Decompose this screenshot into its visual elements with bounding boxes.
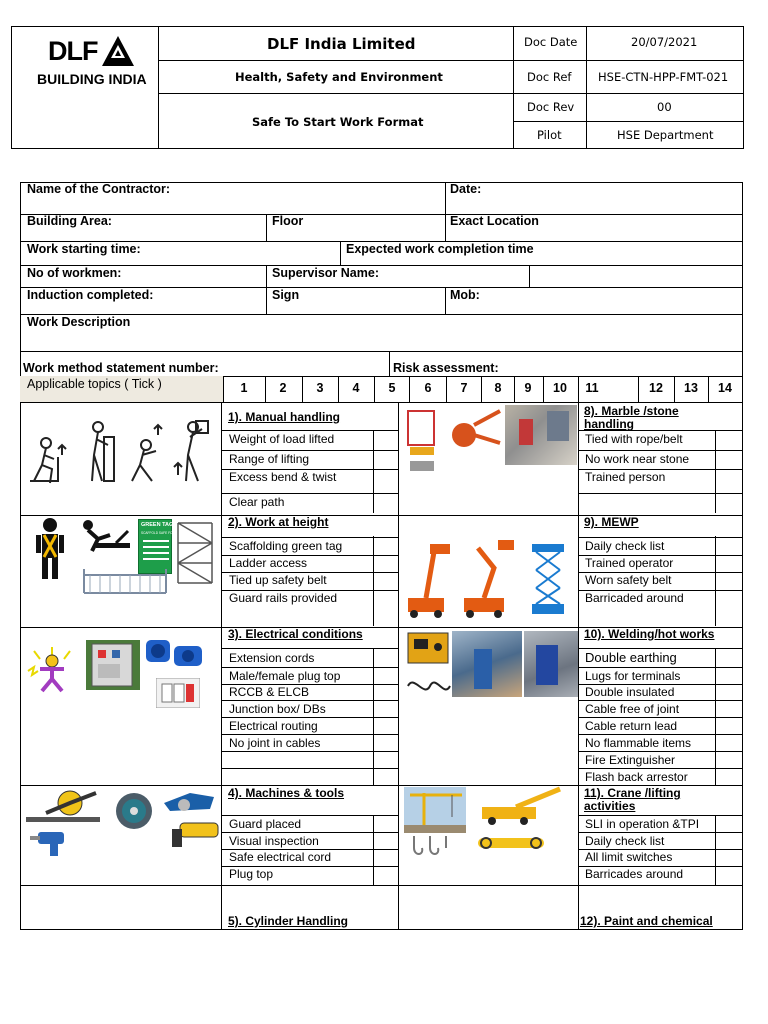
section-electrical-title: 3). Electrical conditions (228, 627, 363, 641)
checklist-item: Guard placed (229, 817, 302, 831)
power-drill-icon (28, 828, 78, 858)
doc-rev-value: 00 (657, 100, 672, 114)
floor-field[interactable]: Floor (272, 214, 304, 228)
chop-saw-icon (26, 789, 100, 823)
topic-checkbox-1[interactable]: 1 (240, 381, 248, 395)
checklist-item: Weight of load lifted (229, 432, 335, 446)
doc-ref-value: HSE-CTN-HPP-FMT-021 (598, 70, 729, 84)
section-mewp-title: 9). MEWP (584, 515, 639, 529)
section-welding-title: 10). Welding/hot works (584, 627, 715, 641)
checklist-item: Visual inspection (229, 834, 319, 848)
supervisor-field[interactable]: Supervisor Name: (272, 266, 379, 280)
industrial-plug-icon (144, 636, 204, 672)
welder-photo-2 (524, 631, 578, 697)
checklist-item: Safe electrical cord (229, 850, 332, 864)
checklist-item: Clear path (229, 495, 285, 509)
checklist-item: No joint in cables (229, 736, 321, 750)
welding-cable-icon (404, 672, 452, 700)
pilot-value: HSE Department (617, 128, 714, 142)
marble-trolley-icon (404, 405, 440, 473)
checklist-item: Male/female plug top (229, 669, 341, 683)
topic-checkbox-14[interactable]: 14 (718, 381, 732, 395)
work-start-field[interactable]: Work starting time: (27, 242, 141, 256)
section-machines-title: 4). Machines & tools (228, 786, 345, 800)
checklist-item: No work near stone (585, 452, 690, 466)
green-tag-text: GREEN TAG (141, 522, 174, 528)
checklist-item: Daily check list (585, 834, 665, 848)
pilot-label: Pilot (537, 128, 562, 142)
form-title: Safe To Start Work Format (252, 115, 424, 129)
checklist-item: Electrical routing (229, 719, 318, 733)
checklist-item: SLI in operation &TPI (585, 817, 700, 831)
articulating-lift-icon (458, 538, 518, 618)
section-crane-title: 11). Crane /lifting activities (584, 786, 681, 813)
safety-harness-icon (30, 517, 70, 581)
doc-ref-label: Doc Ref (527, 70, 572, 84)
scissor-lift-icon (528, 540, 568, 618)
checklist-item: Daily check list (585, 539, 665, 553)
distribution-box-icon (86, 640, 140, 690)
checklist-item: Tied up safety belt (229, 573, 327, 587)
checklist-item: Cable return lead (585, 719, 678, 733)
checklist-item: Range of lifting (229, 452, 310, 466)
wms-number-field[interactable]: Work method statement number: (23, 361, 219, 375)
fall-hazard-icon (76, 519, 132, 555)
company-name: DLF India Limited (267, 35, 416, 53)
topic-checkbox-10[interactable]: 10 (553, 381, 567, 395)
manual-handling-figures-icon (28, 415, 218, 495)
checklist-item: Lugs for terminals (585, 669, 681, 683)
contractor-field[interactable]: Name of the Contractor: (27, 182, 171, 196)
checklist-item: Double earthing (585, 650, 677, 665)
checklist-item: No flammable items (585, 736, 692, 750)
exact-location-field[interactable]: Exact Location (450, 214, 539, 228)
checklist-item: Guard rails provided (229, 591, 338, 605)
sign-field[interactable]: Sign (272, 288, 300, 302)
topic-checkbox-9[interactable]: 9 (524, 381, 532, 395)
topic-checkbox-8[interactable]: 8 (494, 381, 502, 395)
topic-checkbox-11[interactable]: 11 (585, 381, 599, 395)
mobile-crane-icon (476, 785, 566, 825)
checklist-item: Plug top (229, 867, 274, 881)
checklist-item: Tied with rope/belt (585, 432, 683, 446)
risk-assessment-field[interactable]: Risk assessment: (393, 361, 499, 375)
checklist-item: Worn safety belt (585, 573, 672, 587)
checklist-item: Fire Extinguisher (585, 753, 676, 767)
work-description-field[interactable]: Work Description (27, 315, 131, 329)
doc-date-label: Doc Date (524, 35, 578, 49)
checklist-item: Barricades around (585, 867, 684, 881)
expected-completion-field[interactable]: Expected work completion time (346, 242, 534, 256)
topic-checkbox-13[interactable]: 13 (684, 381, 698, 395)
logo-tagline: BUILDING INDIA (37, 71, 147, 87)
welder-photo-1 (452, 631, 522, 697)
checklist-item: Flash back arrestor (585, 770, 688, 784)
applicable-topics-label: Applicable topics ( Tick ) (27, 377, 162, 391)
topic-checkbox-12[interactable]: 12 (649, 381, 663, 395)
section-paint-title: 12). Paint and chemical (580, 914, 713, 928)
doc-rev-label: Doc Rev (527, 100, 575, 114)
mob-field[interactable]: Mob: (450, 288, 480, 302)
checklist-item: Extension cords (229, 651, 315, 665)
checklist-item: Scaffolding green tag (229, 539, 343, 553)
date-field[interactable]: Date: (450, 182, 482, 196)
tower-crane-icon (404, 787, 466, 833)
welding-machine-icon (404, 629, 452, 669)
department-name: Health, Safety and Environment (235, 70, 443, 84)
checklist-item: All limit switches (585, 850, 673, 864)
section-manual-handling-title: 1). Manual handling (228, 410, 341, 424)
suspended-platform-icon (80, 565, 170, 597)
green-tag-subtext: SCAFFOLD SAFE FOR USE (141, 531, 183, 535)
checklist-item: Double insulated (585, 685, 675, 699)
grinding-disc-icon (112, 792, 156, 830)
electric-shock-icon (26, 645, 78, 693)
scaffolding-tower-icon (172, 521, 218, 585)
topic-checkbox-7[interactable]: 7 (460, 381, 468, 395)
marble-worker-photo (505, 405, 577, 465)
building-area-field[interactable]: Building Area: (27, 214, 112, 228)
logo-triangle-icon (102, 36, 134, 66)
doc-date-value: 20/07/2021 (631, 35, 698, 49)
rccb-breaker-icon (156, 678, 200, 708)
logo-text: DLF (48, 36, 98, 66)
topic-checkbox-5[interactable]: 5 (388, 381, 396, 395)
stone-cutter-icon (444, 405, 504, 451)
checklist-item: Ladder access (229, 556, 308, 570)
induction-field[interactable]: Induction completed: (27, 288, 154, 302)
checklist-item: Trained operator (585, 556, 674, 570)
checklist-item: Junction box/ DBs (229, 702, 326, 716)
topic-checkbox-4[interactable]: 4 (352, 381, 360, 395)
angle-grinder-icon (170, 815, 222, 851)
checklist-item: RCCB & ELCB (229, 685, 310, 699)
checklist-item: Barricaded around (585, 591, 684, 605)
topic-checkbox-6[interactable]: 6 (424, 381, 432, 395)
checklist-item: Trained person (585, 470, 666, 484)
workmen-field[interactable]: No of workmen: (27, 266, 122, 280)
lifting-sling-icon (476, 830, 546, 856)
dlf-logo (37, 36, 147, 88)
circular-saw-icon (160, 783, 220, 815)
boom-lift-icon (404, 538, 456, 618)
topic-checkbox-2[interactable]: 2 (279, 381, 287, 395)
section-cylinder-title: 5). Cylinder Handling (228, 914, 349, 928)
lifting-hooks-icon (408, 834, 452, 860)
section-work-at-height-title: 2). Work at height (228, 515, 329, 529)
checklist-item: Excess bend & twist (229, 470, 337, 484)
checklist-item: Cable free of joint (585, 702, 680, 716)
topic-checkbox-3[interactable]: 3 (316, 381, 324, 395)
section-marble-title: 8). Marble /stone handling (584, 404, 679, 431)
